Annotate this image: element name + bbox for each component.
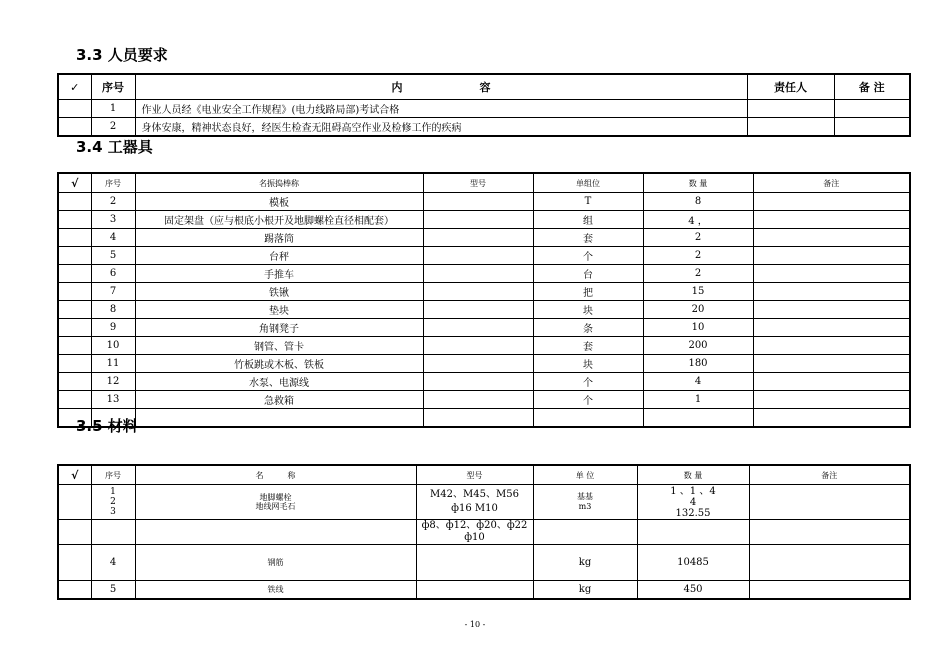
header-model: 型号	[423, 173, 533, 193]
cell-name: 手推车	[135, 265, 423, 283]
cell-model	[423, 409, 533, 428]
cell-number: 8	[91, 301, 135, 319]
table-row	[58, 373, 910, 391]
cell-check	[58, 193, 91, 211]
cell-remarks	[753, 265, 910, 283]
cell-quantity: 10	[643, 319, 753, 337]
cell-quantity: 1	[643, 391, 753, 409]
cell-name: 铁线	[135, 581, 416, 599]
cell-unit: 条	[533, 319, 643, 337]
table-header-row	[58, 465, 910, 485]
cell-quantity: 1 、1 、4 4 132.55	[637, 485, 749, 520]
cell-quantity	[637, 520, 749, 545]
cell-responsible	[747, 118, 834, 137]
cell-check	[58, 373, 91, 391]
cell-model	[416, 581, 533, 599]
header-model: 型号	[416, 465, 533, 485]
cell-name: 角钢凳子	[135, 319, 423, 337]
section-3-3-title: 3.3 人员要求	[76, 46, 168, 64]
table-row	[58, 545, 910, 581]
table-row	[58, 337, 910, 355]
cell-quantity: 2	[643, 229, 753, 247]
cell-model	[423, 301, 533, 319]
table-header-row	[58, 173, 910, 193]
cell-quantity	[643, 409, 753, 428]
cell-check	[58, 355, 91, 373]
table-row	[58, 319, 910, 337]
cell-model	[423, 193, 533, 211]
cell-check	[58, 520, 91, 545]
cell-name: 固定架盘（应与根底小根开及地脚螺栓直径相配套）	[135, 211, 423, 229]
table-row	[58, 193, 910, 211]
cell-quantity: 15	[643, 283, 753, 301]
personnel-requirements-table	[57, 73, 911, 137]
header-check: ✓	[58, 74, 91, 100]
cell-quantity: 8	[643, 193, 753, 211]
cell-name	[135, 409, 423, 428]
cell-model	[423, 265, 533, 283]
cell-quantity: 2	[643, 265, 753, 283]
table-row	[58, 229, 910, 247]
materials-table	[57, 464, 911, 600]
cell-unit: 台	[533, 265, 643, 283]
header-check: √	[58, 173, 91, 193]
cell-remarks	[834, 100, 910, 118]
cell-number: 1	[91, 100, 135, 118]
cell-number: 2	[91, 193, 135, 211]
cell-remarks	[749, 545, 910, 581]
cell-check	[58, 265, 91, 283]
cell-check	[58, 545, 91, 581]
table-row	[58, 118, 910, 137]
cell-remarks	[753, 193, 910, 211]
table-row	[58, 520, 910, 545]
cell-unit: 块	[533, 355, 643, 373]
header-name: 名 称	[135, 465, 416, 485]
cell-model	[423, 283, 533, 301]
cell-quantity: 200	[643, 337, 753, 355]
header-quantity: 数 量	[643, 173, 753, 193]
header-number: 序号	[91, 465, 135, 485]
cell-check	[58, 247, 91, 265]
cell-quantity: 450	[637, 581, 749, 599]
section-3-4-title: 3.4 工器具	[76, 138, 153, 156]
cell-check	[58, 100, 91, 118]
cell-number: 4	[91, 229, 135, 247]
cell-responsible	[747, 100, 834, 118]
header-number: 序号	[91, 74, 135, 100]
cell-model	[423, 211, 533, 229]
cell-name: 地脚螺栓 地线网毛石	[135, 485, 416, 520]
cell-name: 垫块	[135, 301, 423, 319]
cell-model: ф8、ф12、ф20、ф22 ф10	[416, 520, 533, 545]
cell-remarks	[753, 319, 910, 337]
cell-remarks	[753, 373, 910, 391]
cell-number: 11	[91, 355, 135, 373]
cell-quantity: 4	[643, 373, 753, 391]
cell-remarks	[753, 283, 910, 301]
header-quantity: 数 量	[637, 465, 749, 485]
cell-check	[58, 319, 91, 337]
table-row	[58, 485, 910, 520]
cell-unit: 个	[533, 247, 643, 265]
cell-number: 5	[91, 247, 135, 265]
cell-content: 身体安康，精神状态良好，经医生检查无阻碍高空作业及检修工作的疾病	[135, 118, 747, 137]
cell-remarks	[753, 211, 910, 229]
table-row	[58, 301, 910, 319]
cell-number	[91, 520, 135, 545]
cell-number: 12	[91, 373, 135, 391]
cell-unit: 个	[533, 373, 643, 391]
cell-check	[58, 581, 91, 599]
cell-unit	[533, 409, 643, 428]
cell-unit: kg	[533, 581, 637, 599]
table-header-row	[58, 74, 910, 100]
cell-model: M42、M45、M56 ф16 M10	[416, 485, 533, 520]
cell-number: 6	[91, 265, 135, 283]
cell-unit: 套	[533, 229, 643, 247]
cell-name: 钢筋	[135, 545, 416, 581]
cell-model	[423, 319, 533, 337]
cell-model	[423, 355, 533, 373]
cell-number: 5	[91, 581, 135, 599]
cell-number: 10	[91, 337, 135, 355]
cell-check	[58, 485, 91, 520]
cell-content: 作业人员经《电业安全工作规程》(电力线路局部)考试合格	[135, 100, 747, 118]
header-content: 内 容	[135, 74, 747, 100]
cell-remarks	[753, 247, 910, 265]
header-unit: 单组位	[533, 173, 643, 193]
cell-number: 7	[91, 283, 135, 301]
header-responsible: 责任人	[747, 74, 834, 100]
cell-name: 钢管、管卡	[135, 337, 423, 355]
header-name: 名振捣棒称	[135, 173, 423, 193]
cell-model	[423, 247, 533, 265]
cell-remarks	[753, 229, 910, 247]
table-row	[58, 283, 910, 301]
cell-number: 13	[91, 391, 135, 409]
table-row	[58, 581, 910, 599]
section-3-5-title: 3.5 材料	[76, 417, 138, 435]
cell-name: 模板	[135, 193, 423, 211]
cell-name: 急救箱	[135, 391, 423, 409]
cell-check	[58, 118, 91, 137]
cell-name: 踢落筒	[135, 229, 423, 247]
cell-quantity: 10485	[637, 545, 749, 581]
cell-number: 4	[91, 545, 135, 581]
header-remarks: 备 注	[834, 74, 910, 100]
cell-quantity: 20	[643, 301, 753, 319]
cell-number: 9	[91, 319, 135, 337]
cell-unit: 个	[533, 391, 643, 409]
header-remarks: 备注	[749, 465, 910, 485]
table-row	[58, 211, 910, 229]
header-number: 序号	[91, 173, 135, 193]
cell-quantity: 180	[643, 355, 753, 373]
cell-unit: kg	[533, 545, 637, 581]
cell-model	[423, 337, 533, 355]
cell-remarks	[749, 581, 910, 599]
cell-unit: 把	[533, 283, 643, 301]
cell-remarks	[753, 391, 910, 409]
cell-number: 1 2 3	[91, 485, 135, 520]
cell-model	[423, 229, 533, 247]
cell-remarks	[753, 337, 910, 355]
cell-name	[135, 520, 416, 545]
cell-name: 竹板跳或木板、铁板	[135, 355, 423, 373]
cell-remarks	[753, 301, 910, 319]
cell-check	[58, 391, 91, 409]
cell-name: 水泵、电源线	[135, 373, 423, 391]
cell-check	[58, 301, 91, 319]
cell-remarks	[753, 409, 910, 428]
cell-check	[58, 283, 91, 301]
header-check: √	[58, 465, 91, 485]
table-row	[58, 355, 910, 373]
table-row	[58, 391, 910, 409]
cell-name: 铁锹	[135, 283, 423, 301]
cell-remarks	[749, 485, 910, 520]
cell-number: 2	[91, 118, 135, 137]
cell-unit: 组	[533, 211, 643, 229]
cell-unit: 块	[533, 301, 643, 319]
cell-check	[58, 229, 91, 247]
cell-check	[58, 337, 91, 355]
cell-number: 3	[91, 211, 135, 229]
table-row	[58, 409, 910, 428]
cell-quantity: 2	[643, 247, 753, 265]
cell-unit	[533, 520, 637, 545]
cell-model	[423, 391, 533, 409]
cell-quantity: 4 ，	[643, 211, 753, 229]
cell-unit: 基基 m3	[533, 485, 637, 520]
table-row	[58, 247, 910, 265]
cell-remarks	[753, 355, 910, 373]
cell-model	[423, 373, 533, 391]
cell-check	[58, 211, 91, 229]
table-row	[58, 265, 910, 283]
cell-remarks	[834, 118, 910, 137]
cell-remarks	[749, 520, 910, 545]
header-unit: 单 位	[533, 465, 637, 485]
cell-model	[416, 545, 533, 581]
cell-unit: 套	[533, 337, 643, 355]
cell-unit: T	[533, 193, 643, 211]
page-number: - 10 -	[464, 620, 486, 629]
cell-name: 台秤	[135, 247, 423, 265]
header-remarks: 备注	[753, 173, 910, 193]
table-row	[58, 100, 910, 118]
tools-table	[57, 172, 911, 428]
